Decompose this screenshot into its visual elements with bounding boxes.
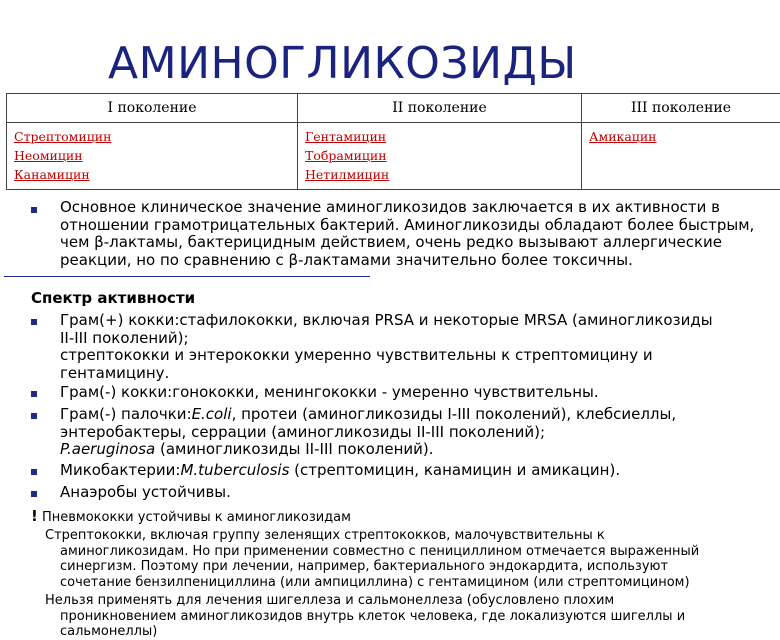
drug-link-amikacin[interactable]: Амикацин [589,127,773,146]
streptococci-paragraph [45,528,699,590]
text-span: Грам(-) палочки: [60,405,192,423]
paragraph-line: аминогликозидам. Но при применении совместно с пенициллином отмечается выраженный [45,544,699,560]
spectrum-heading: Спектр активности [31,289,195,307]
spectrum-line [60,441,760,459]
paragraph-line: Стрептококки, включая группу зеленящих стрептококков, малочувствительны к [45,528,699,544]
table-header-row [7,94,780,123]
spectrum-line: II-III поколений); [60,330,760,348]
pneumococci-note [31,507,351,525]
spectrum-line: Грам(+) кокки:стафилококки, включая PRSA и некоторые MRSA (аминогликозиды [60,312,760,330]
spectrum-line: энтеробактеры, серрации (аминогликозиды II-III поколений); [60,424,760,442]
intro-paragraph: Основное клиническое значение аминогликозидов заключается в их активности в отношении грамотрицательных бактерий. Аминогликозиды обладают более быстрым, чем β-лактамы, бактерицидным действием, очень редко вызывают аллергические реакции, но по сравнению с β-лактамами значительно более токсичны. [60,199,755,269]
text-span: (аминогликозиды II-III поколений). [155,440,433,458]
paragraph-line: Нельзя применять для лечения шигеллеза и сальмонеллеза (обусловлено плохим [45,593,685,609]
spectrum-item-mycobacteria [60,462,760,480]
drug-link-gentamicin[interactable]: Гентамицин [305,127,574,146]
page-title: АМИНОГЛИКОЗИДЫ [108,38,577,89]
spectrum-item-gram-neg-rods [60,406,760,459]
species-name: P.aeruginosa [60,440,155,458]
generations-table [6,93,780,190]
header-gen-3: III поколение [582,94,780,123]
bullet-icon [31,469,37,475]
text-span: (стрептомицин, канамицин и амикацин). [289,461,620,479]
header-gen-2: II поколение [298,94,582,123]
spectrum-line: стрептококки и энтерококки умеренно чувствительны к стрептомицину и [60,347,760,365]
gen-3-cell [582,123,780,190]
drug-link-tobramycin[interactable]: Тобрамицин [305,146,574,165]
spectrum-item-anaerobes: Анаэробы устойчивы. [60,484,760,502]
header-gen-1: I поколение [7,94,298,123]
gen-1-cell [7,123,298,190]
text-span: , протеи (аминогликозиды I-III поколений), клебсиеллы, [232,405,677,423]
drug-link-netilmicin[interactable]: Нетилмицин [305,165,574,184]
paragraph-line: сальмонеллы) [45,624,685,640]
spectrum-item-gram-pos [60,312,760,382]
text-span: Пневмококки устойчивы к аминогликозидам [38,510,351,525]
bullet-icon [31,391,37,397]
paragraph-line: сочетание бензилпенициллина (или ампициллина) с гентамицином (или стрептомицином) [45,575,699,591]
exclamation-mark: ! [31,507,38,525]
bullet-icon [31,413,37,419]
spectrum-line [60,406,760,424]
gen-2-cell [298,123,582,190]
divider [4,276,370,277]
table-row [7,123,780,190]
shigella-paragraph [45,593,685,640]
species-name: E.coli [192,405,232,423]
text-span: Микобактерии: [60,461,180,479]
paragraph-line: проникновением аминогликозидов внутрь клеток человека, где локализуются шигеллы и [45,609,685,625]
spectrum-line: гентамицину. [60,365,760,383]
bullet-icon [31,207,37,213]
spectrum-item-gram-neg-cocci: Грам(-) кокки:гонококки, менингококки - умеренно чувствительны. [60,384,760,402]
bullet-icon [31,491,37,497]
bullet-icon [31,319,37,325]
drug-link-kanamycin[interactable]: Канамицин [14,165,290,184]
drug-link-neomycin[interactable]: Неомицин [14,146,290,165]
species-name: M.tuberculosis [180,461,289,479]
drug-link-streptomycin[interactable]: Стрептомицин [14,127,290,146]
paragraph-line: синергизм. Поэтому при лечении, например, бактериального эндокардита, используют [45,559,699,575]
